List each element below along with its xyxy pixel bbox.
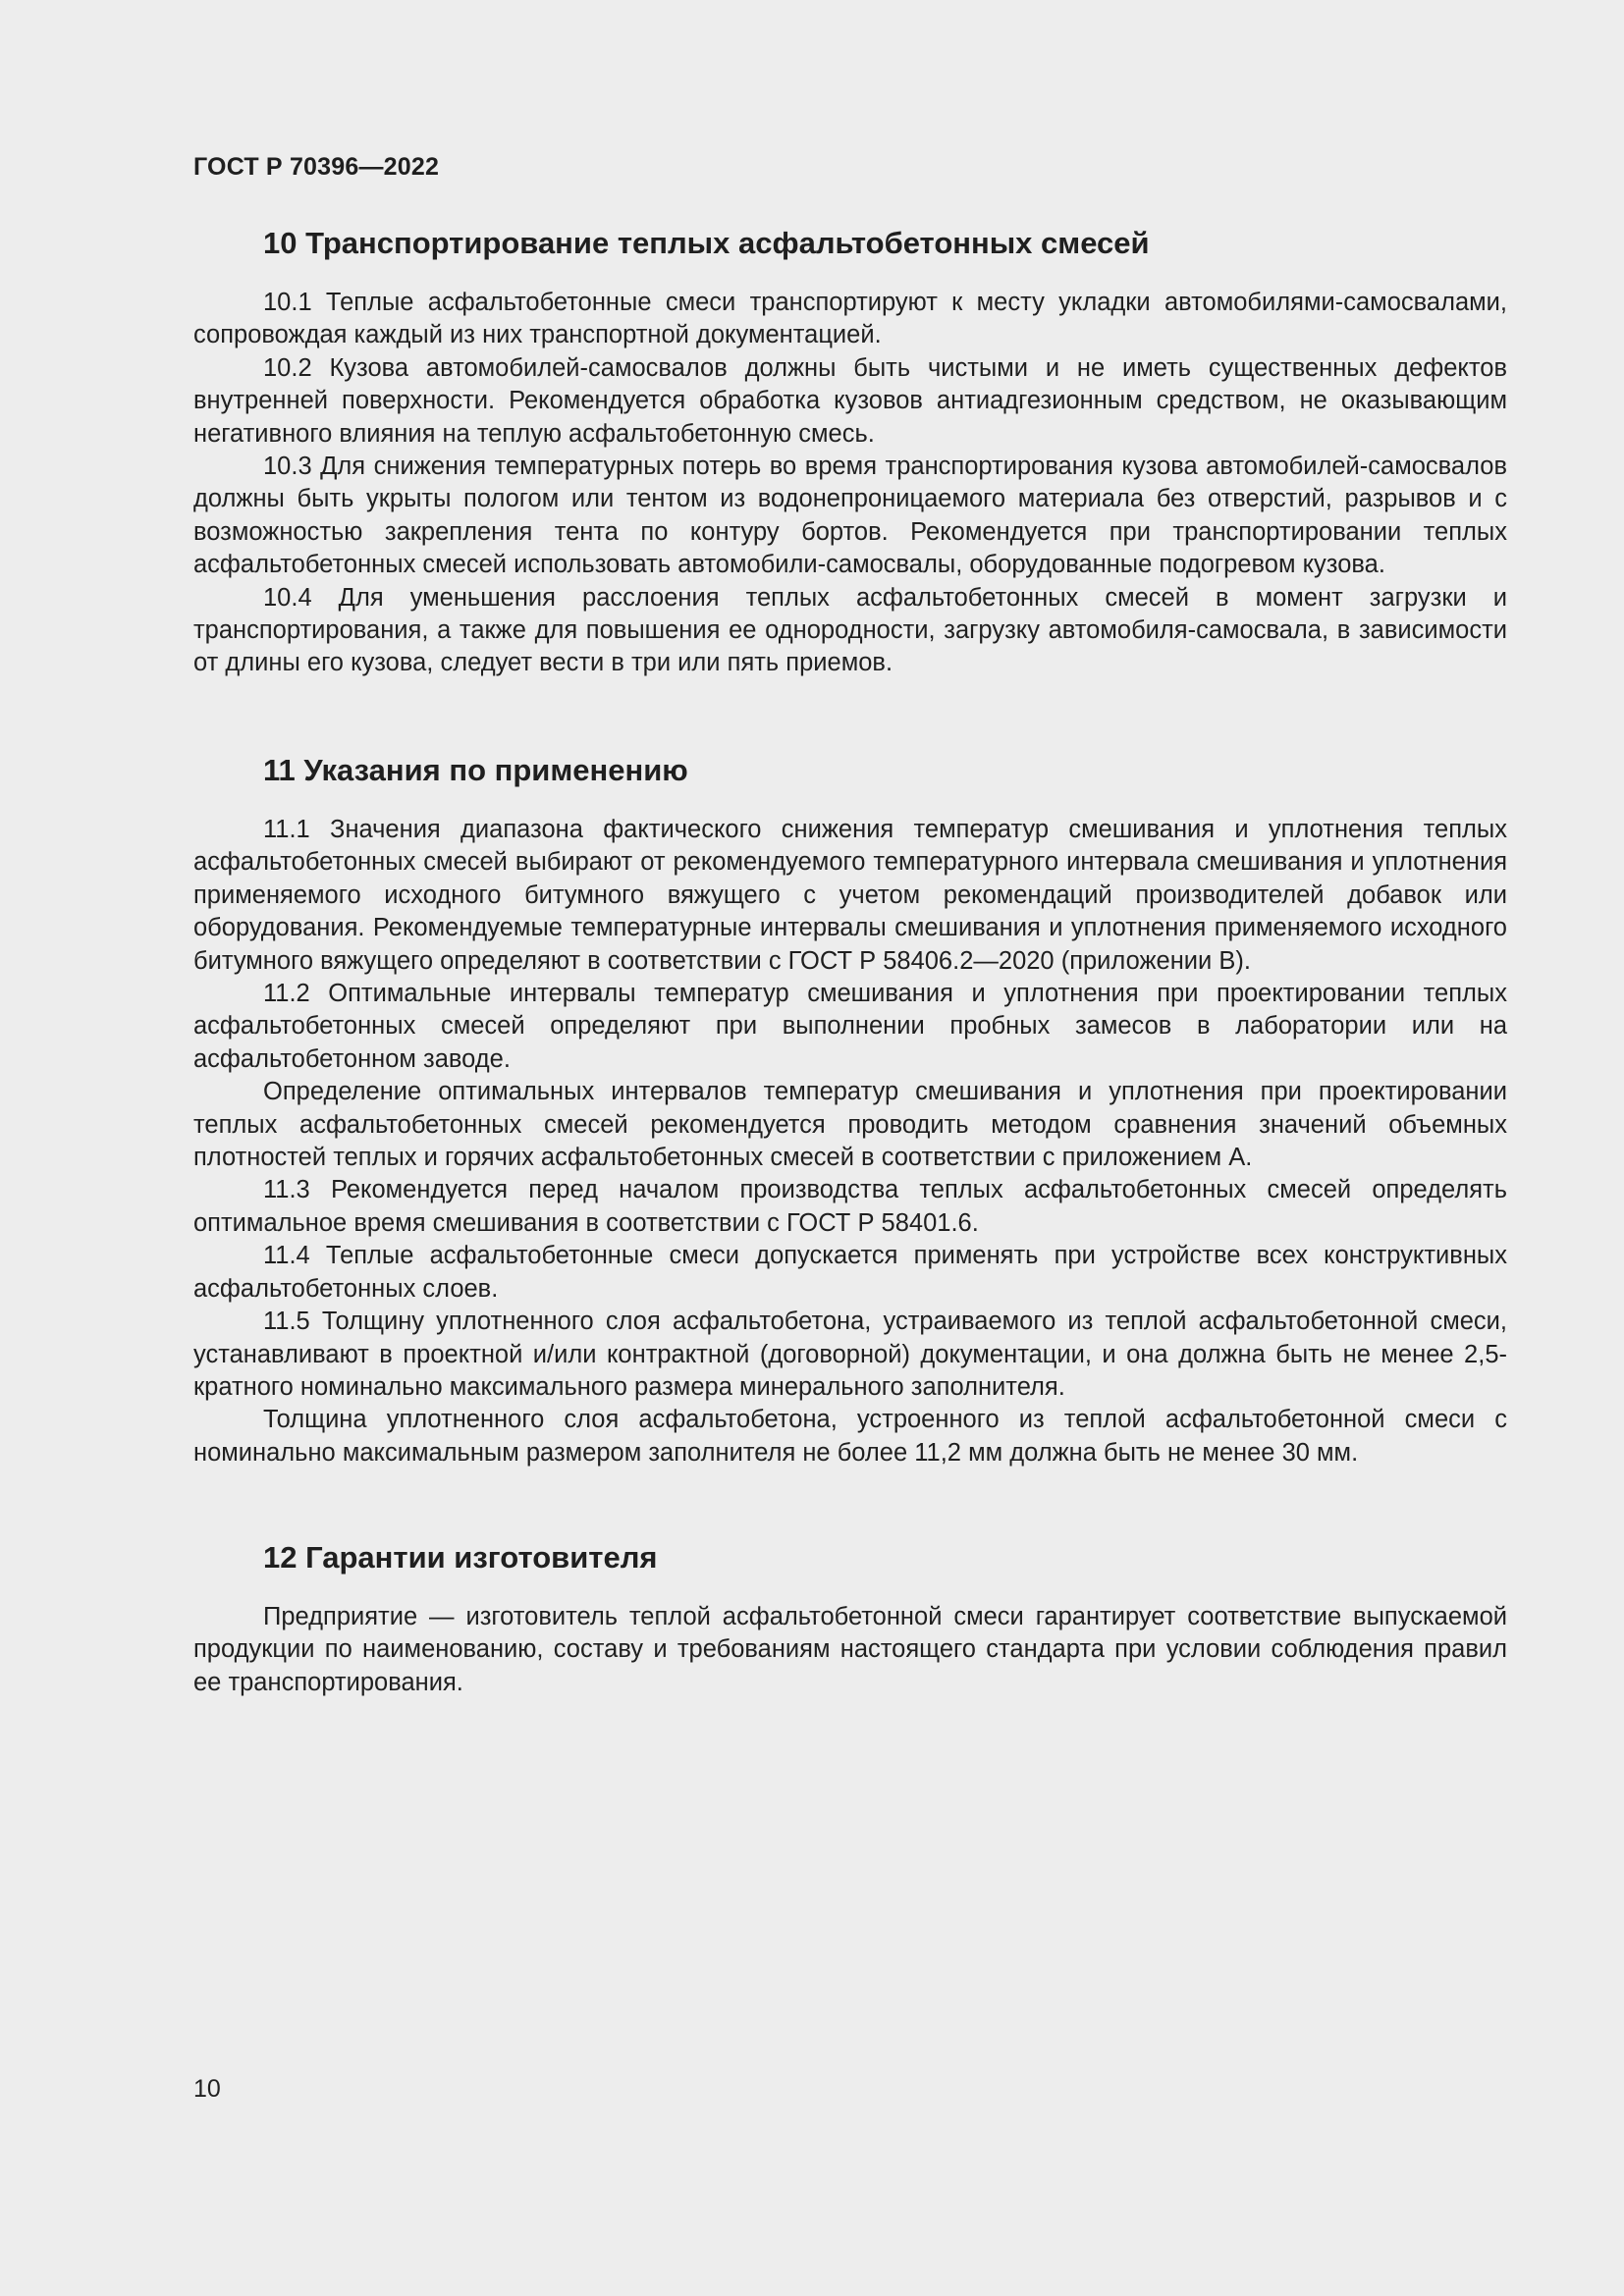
paragraph-11-1: 11.1 Значения диапазона фактического снижения температур смешивания и уплотнения теплых асфальтобетонных смесей выбирают от рекомендуемого температурного интервала смешивания и уплотнения применяемого исходного битумного вяжущего с учетом рекомендаций производителей добавок или оборудования. Рекомендуемые температурные интервалы смешивания и уплотнения применяемого исходного битумного вяжущего определяют в соответствии с ГОСТ Р 58406.2—2020 (приложении В). bbox=[193, 816, 1507, 975]
section-11-title: 11 Указания по применению bbox=[263, 753, 688, 787]
section-11 bbox=[193, 751, 1507, 1469]
paragraph-10-3: 10.3 Для снижения температурных потерь во время транспортирования кузова автомобилей-самосвалов должны быть укрыты пологом или тентом из водонепроницаемого материала без отверстий, разрывов и с возможностью закрепления тента по контуру бортов. Рекомендуется при транспортировании теплых асфальтобетонных смесей использовать автомобили-самосвалы, оборудованные подогревом кузова. bbox=[193, 453, 1507, 579]
paragraph-11-5: 11.5 Толщину уплотненного слоя асфальтобетона, устраиваемого из теплой асфальтобетонной смеси, устанавливают в проектной и/или контрактной (договорной) документации, и она должна быть не менее 2,5-кратного номинально максимального размера минерального заполнителя. bbox=[193, 1308, 1507, 1401]
page-number: 10 bbox=[193, 2075, 221, 2103]
section-10-title: 10 Транспортирование теплых асфальтобетонных смесей bbox=[263, 226, 1150, 260]
paragraph-11-3: 11.3 Рекомендуется перед началом производства теплых асфальтобетонных смесей определять оптимальное время смешивания в соответствии с ГОСТ Р 58401.6. bbox=[193, 1176, 1507, 1237]
paragraph-11-2-note: Определение оптимальных интервалов температур смешивания и уплотнения при проектировании теплых асфальтобетонных смесей рекомендуется проводить методом сравнения значений объемных плотностей теплых и горячих асфальтобетонных смесей в соответствии с приложением А. bbox=[193, 1078, 1507, 1172]
section-12 bbox=[193, 1538, 1507, 1699]
paragraph-10-4: 10.4 Для уменьшения расслоения теплых асфальтобетонных смесей в момент загрузки и транспортирования, а также для повышения ее однородности, загрузку автомобиля-самосвала, в зависимости от длины его кузова, следует вести в три или пять приемов. bbox=[193, 583, 1507, 677]
section-12-title: 12 Гарантии изготовителя bbox=[263, 1540, 658, 1575]
paragraph-10-2: 10.2 Кузова автомобилей-самосвалов должны быть чистыми и не иметь существенных дефектов внутренней поверхности. Рекомендуется обработка кузовов антиадгезионным средством, не оказывающим негативного влияния на теплую асфальтобетонную смесь. bbox=[193, 353, 1507, 448]
section-10 bbox=[193, 224, 1507, 680]
paragraph-12-1: Предприятие — изготовитель теплой асфальтобетонной смеси гарантирует соответствие выпускаемой продукции по наименованию, составу и требованиям настоящего стандарта при условии соблюдения правил ее транспортирования. bbox=[193, 1603, 1507, 1696]
paragraph-11-2: 11.2 Оптимальные интервалы температур смешивания и уплотнения при проектировании теплых асфальтобетонных смесей определяют при выполнении пробных замесов в лаборатории или на асфальтобетонном заводе. bbox=[193, 980, 1507, 1073]
paragraph-11-4: 11.4 Теплые асфальтобетонные смеси допускается применять при устройстве всех конструктивных асфальтобетонных слоев. bbox=[193, 1242, 1507, 1303]
paragraph-10-1: 10.1 Теплые асфальтобетонные смеси транспортируют к месту укладки автомобилями-самосвалами, сопровождая каждый из них транспортной документацией. bbox=[193, 289, 1507, 349]
standard-code-header: ГОСТ Р 70396—2022 bbox=[193, 153, 440, 181]
paragraph-11-5-note: Толщина уплотненного слоя асфальтобетона, устроенного из теплой асфальтобетонной смеси с номинально максимальным размером заполнителя не более 11,2 мм должна быть не менее 30 мм. bbox=[193, 1406, 1507, 1467]
